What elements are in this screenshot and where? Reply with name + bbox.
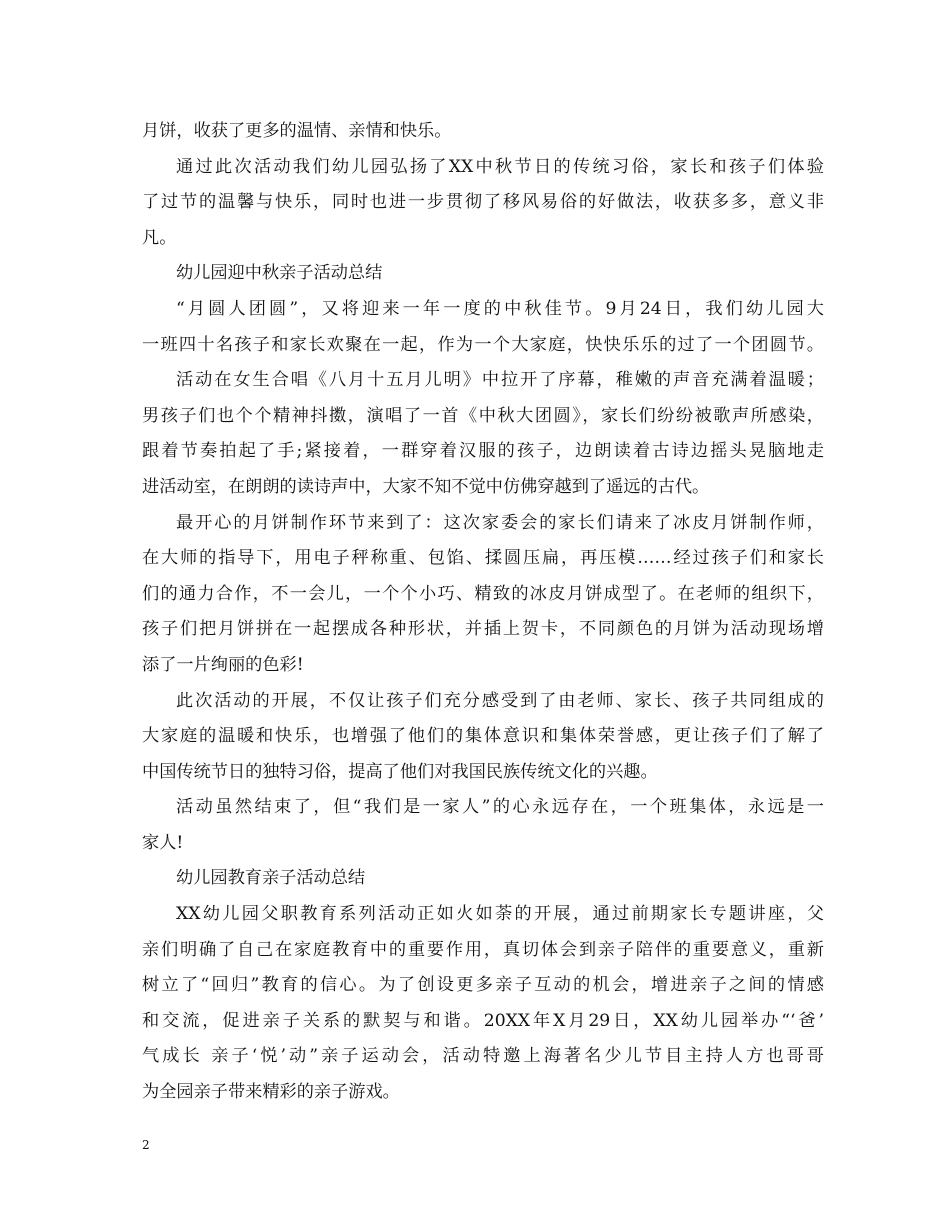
paragraph-line: 气成长 亲子‘悦’动”亲子运动会，活动特邀上海著名少儿节目主持人方也哥哥 [142,1046,824,1067]
paragraph-line: 通过此次活动我们幼儿园弘扬了XX中秋节日的传统习俗，家长和孩子们体验 [176,156,824,177]
paragraph-line: 在大师的指导下，用电子秤称重、包馅、揉圆压扁，再压模……经过孩子们和家长 [142,548,824,569]
paragraph-line: 凡。 [142,227,177,248]
paragraph-line: 了过节的温馨与快乐，同时也进一步贯彻了移风易俗的好做法，收获多多，意义非 [142,192,824,213]
paragraph-line: 大家庭的温暖和快乐，也增强了他们的集体意识和集体荣誉感，更让孩子们了解了 [142,726,824,747]
paragraph-line: 和交流，促进亲子关系的默契与和谐。20XX年X月29日，XX幼儿园举办“‘爸’ [142,1010,824,1031]
paragraph-line: 中国传统节日的独特习俗，提高了他们对我国民族传统文化的兴趣。 [142,761,658,782]
paragraph-line: 家人! [142,832,184,853]
paragraph-line: 一班四十名孩子和家长欢聚在一起，作为一个大家庭，快快乐乐的过了一个团圆节。 [142,334,824,355]
paragraph-line: 此次活动的开展，不仅让孩子们充分感受到了由老师、家长、孩子共同组成的 [176,690,824,711]
paragraph-line: 最开心的月饼制作环节来到了：这次家委会的家长们请来了冰皮月饼制作师， [176,512,824,533]
section-heading: 幼儿园教育亲子活动总结 [176,868,366,889]
document-body [142,114,824,1111]
page-number: 2 [142,1138,150,1152]
paragraph-line: 活动虽然结束了，但“我们是一家人”的心永远存在，一个班集体，永远是一 [176,797,824,818]
paragraph-line: 活动在女生合唱《八月十五月儿明》中拉开了序幕，稚嫩的声音充满着温暖； [176,370,824,391]
paragraph-line: “月圆人团圆”，又将迎来一年一度的中秋佳节。9月24日，我们幼儿园大 [176,298,824,319]
paragraph-line: 树立了“回归”教育的信心。为了创设更多亲子互动的机会，增进亲子之间的情感 [142,975,824,996]
paragraph-line: 们的通力合作，不一会儿，一个个小巧、精致的冰皮月饼成型了。在老师的组织下， [142,583,824,604]
paragraph-line: 男孩子们也个个精神抖擞，演唱了一首《中秋大团圆》，家长们纷纷被歌声所感染， [142,405,824,426]
paragraph-line: 孩子们把月饼拼在一起摆成各种形状，并插上贺卡，不同颜色的月饼为活动现场增 [142,619,824,640]
paragraph-line: 跟着节奏拍起了手;紧接着，一群穿着汉服的孩子，边朗读着古诗边摇头晃脑地走 [142,441,824,462]
section-heading: 幼儿园迎中秋亲子活动总结 [176,263,383,284]
paragraph-line: 进活动室，在朗朗的读诗声中，大家不知不觉中仿佛穿越到了遥远的古代。 [142,476,710,497]
paragraph-line: 亲们明确了自己在家庭教育中的重要作用，真切体会到亲子陪伴的重要意义，重新 [142,939,824,960]
paragraph-line: 添了一片绚丽的色彩! [142,654,304,675]
paragraph-line: 月饼，收获了更多的温情、亲情和快乐。 [142,121,452,141]
paragraph-line: 为全园亲子带来精彩的亲子游戏。 [142,1082,400,1103]
paragraph-line: XX幼儿园父职教育系列活动正如火如荼的开展，通过前期家长专题讲座，父 [176,904,824,925]
